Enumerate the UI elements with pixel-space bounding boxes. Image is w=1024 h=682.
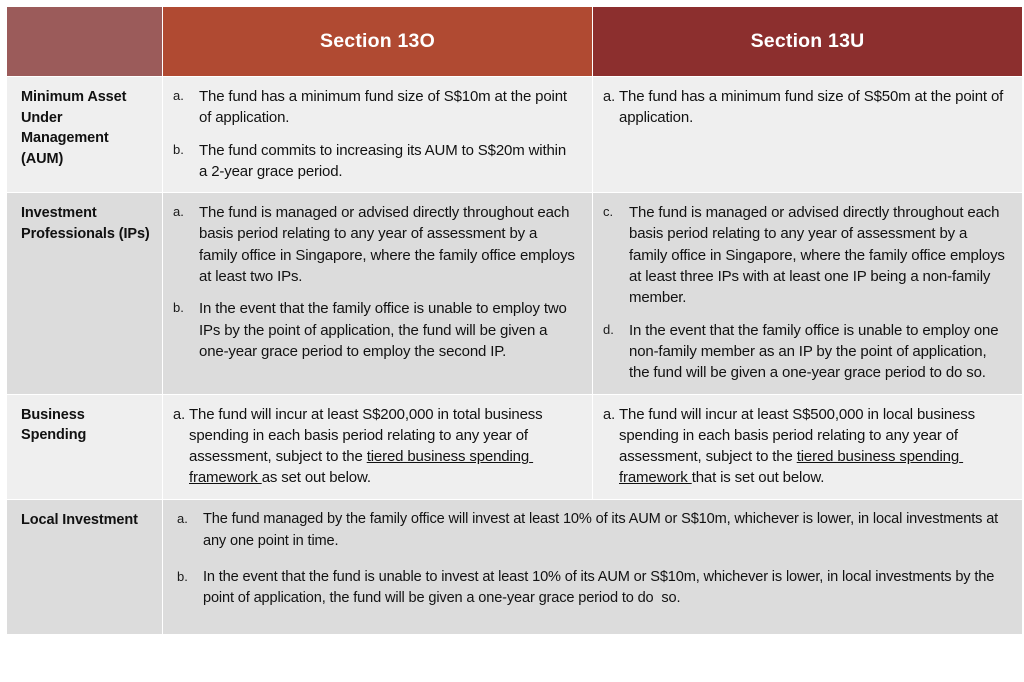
list-marker: d.: [603, 321, 614, 337]
list-item: [603, 202, 1008, 308]
list-marker: b.: [173, 141, 184, 157]
header-cell-section-13o: Section 13O: [163, 7, 593, 77]
list-item-text: In the event that the fund is unable to invest at least 10% of its AUM or S$10m, whichever is lower, in local investments by the point of application, the fund will be given a one-year grace period to do so.: [203, 568, 999, 607]
header-cell-criteria: [7, 7, 163, 77]
list-marker: a.: [603, 89, 616, 105]
header-cell-section-13u: Section 13U: [593, 7, 1023, 77]
list-item: [173, 140, 578, 183]
text-segment-before-link: The fund will incur at least S$200,000 in total business spending in each basis period relating to any year of assessment, subject to the: [189, 405, 547, 466]
list-item: [173, 404, 578, 489]
list-item-text: The fund has a minimum fund size of S$10m at the point of application.: [199, 88, 571, 127]
table-row-local-investment: [7, 499, 1023, 635]
link-tiered-business-spending-framework[interactable]: tiered business spending framework: [189, 448, 534, 487]
list-marker: c.: [603, 204, 614, 220]
list-item: [173, 86, 578, 129]
list-item-text: The fund managed by the family office will invest at least 10% of its AUM or S$10m, whichever is lower, in local investments at any one point in time.: [203, 510, 1002, 549]
table-header: [7, 7, 1023, 77]
table-body: [7, 77, 1023, 635]
cell-13u-investment-professionals: [593, 193, 1023, 394]
list-item: [173, 202, 578, 287]
cell-13u-business-spending: [593, 394, 1023, 499]
list-marker: a.: [173, 204, 184, 220]
text-segment-after-link: that is set out below.: [691, 469, 825, 487]
list-item: [177, 509, 1008, 553]
cell-merged-local-investment: [163, 499, 1023, 635]
list-item-text: The fund commits to increasing its AUM to S$20m within a 2-year grace period.: [199, 141, 571, 180]
row-label-business-spending: Business Spending: [7, 394, 163, 499]
list-marker: a.: [173, 88, 184, 103]
list-item: [603, 86, 1012, 129]
list-item-text: The fund has a minimum fund size of S$50m at the point of application.: [619, 88, 1012, 127]
table-row-minimum-aum: [7, 77, 1023, 193]
list-13o-minimum-aum: [173, 86, 578, 182]
list-13u-business-spending: [603, 404, 1008, 489]
list-13o-business-spending: [173, 404, 578, 489]
cell-13o-business-spending: [163, 394, 593, 499]
list-marker: b.: [173, 300, 184, 316]
list-item-text: [619, 404, 1008, 489]
cell-13o-minimum-aum: [163, 77, 593, 193]
list-item-text: The fund is managed or advised directly throughout each basis period relating to any year of assessment by a family office in Singapore, where the family office employs at least two IPs.: [199, 204, 579, 286]
list-marker: b.: [177, 568, 188, 584]
list-item: [177, 567, 1008, 611]
list-13u-minimum-aum: [603, 86, 1012, 129]
list-item: [603, 404, 1008, 489]
text-segment-before-link: The fund will incur at least S$500,000 in local business spending in each basis period relating to any year of assessment, subject to the: [619, 405, 980, 466]
section-13o-13u-comparison-table: [6, 6, 1023, 635]
list-item-text: In the event that the family office is unable to employ one non-family member as an IP by the point of application, the fund will be given a one-year grace period to do so.: [629, 321, 1003, 382]
header-row: [7, 7, 1023, 77]
row-label-minimum-aum: Minimum Asset Under Management (AUM): [7, 77, 163, 193]
list-local-investment: [177, 509, 1008, 611]
list-13u-investment-professionals: [603, 202, 1008, 383]
list-item-text: The fund is managed or advised directly throughout each basis period relating to any year of assessment by a family office in Singapore, where the family office employs at least three IPs with at least one IP being a non-family member.: [629, 204, 1009, 307]
list-item-text: [189, 404, 578, 489]
list-13o-investment-professionals: [173, 202, 578, 362]
text-segment-after-link: as set out below.: [261, 469, 371, 487]
table-row-investment-professionals: [7, 193, 1023, 394]
list-marker: a.: [177, 510, 188, 526]
comparison-table-page: [0, 6, 1024, 682]
list-item-text: In the event that the family office is unable to employ two IPs by the point of application, the fund will be given a one-year grace period to employ the second IP.: [199, 300, 571, 360]
link-tiered-business-spending-framework[interactable]: tiered business spending framework: [619, 448, 964, 487]
row-label-local-investment: Local Investment: [7, 499, 163, 635]
list-marker: a.: [603, 406, 616, 423]
row-label-investment-professionals: Investment Professionals (IPs): [7, 193, 163, 394]
list-item: [603, 320, 1008, 384]
cell-13u-minimum-aum: [593, 77, 1023, 193]
table-row-business-spending: [7, 394, 1023, 499]
list-item: [173, 298, 578, 362]
cell-13o-investment-professionals: [163, 193, 593, 394]
list-marker: a.: [173, 406, 186, 423]
